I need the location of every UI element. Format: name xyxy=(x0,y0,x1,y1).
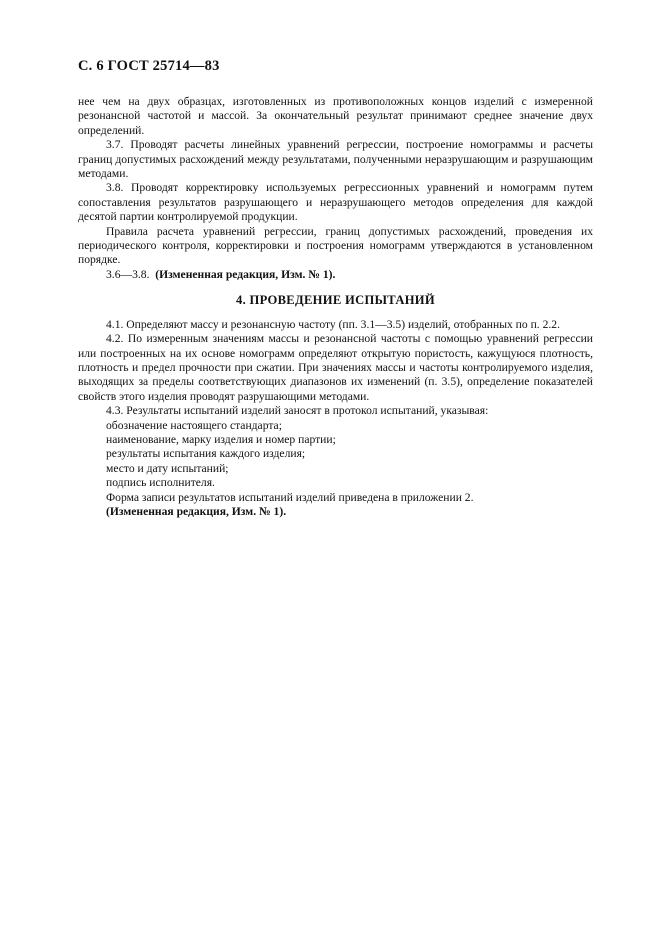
paragraph-3-8: 3.8. Проводят корректировку используемых регрессионных уравнений и номограмм путем сопоставления результатов разрушающего и неразрушающего методов определения для каждой десятой партии контролируемой продукции. xyxy=(78,181,593,224)
page-header: С. 6 ГОСТ 25714—83 xyxy=(78,58,220,74)
paragraph-3-7: 3.7. Проводят расчеты линейных уравнений регрессии, построение номограммы и расчеты границ допустимых расхождений между результатами, полученными неразрушающим и разрушающим методами. xyxy=(78,138,593,181)
list-item: подпись исполнителя. xyxy=(106,476,215,490)
paragraph-4-2: 4.2. По измеренным значениям массы и резонансной частоты с помощью уравнений регрессии или построенных на их основе номограмм определяют открытую пористость, кажущуюся плотность, плотность и предел прочности при сжатии. При значениях массы и частоты контролируемого изделия, выходящих за пределы соответствующих диапазонов их изменений (п. 3.5), определение показателей свойств этого изделия проводят разрушающими методами. xyxy=(78,332,593,403)
form-note: Форма записи результатов испытаний изделий приведена в приложении 2. xyxy=(106,490,474,504)
section-title: 4. ПРОВЕДЕНИЕ ИСПЫТАНИЙ xyxy=(235,293,435,308)
document-body xyxy=(78,95,593,519)
amendment-text: (Измененная редакция, Изм. № 1). xyxy=(155,267,336,281)
paragraph-4-3: 4.3. Результаты испытаний изделий заносят в протокол испытаний, указывая: xyxy=(106,404,489,418)
amendment-ref: 3.6—3.8. xyxy=(106,267,150,281)
list-item: обозначение настоящего стандарта; xyxy=(106,418,282,432)
list-item: результаты испытания каждого изделия; xyxy=(106,447,306,461)
paragraph-rules: Правила расчета уравнений регрессии, границ допустимых расхождений, проведения их периодического контроля, корректировки и построения номограмм утверждаются в установленном порядке. xyxy=(78,224,593,267)
paragraph-continuation: нее чем на двух образцах, изготовленных из противоположных концов изделий с измеренной резонансной частотой и массой. За окончательный результат принимают среднее значение двух определений. xyxy=(78,95,593,137)
amendment-note-2: (Измененная редакция, Изм. № 1). xyxy=(106,504,287,518)
amendment-note-1 xyxy=(78,268,593,282)
paragraph-4-1: 4.1. Определяют массу и резонансную частоту (пп. 3.1—3.5) изделий, отобранных по п. 2.2. xyxy=(106,317,560,331)
list-item: наименование, марку изделия и номер партии; xyxy=(106,432,336,446)
list-item: место и дату испытаний; xyxy=(106,461,229,475)
